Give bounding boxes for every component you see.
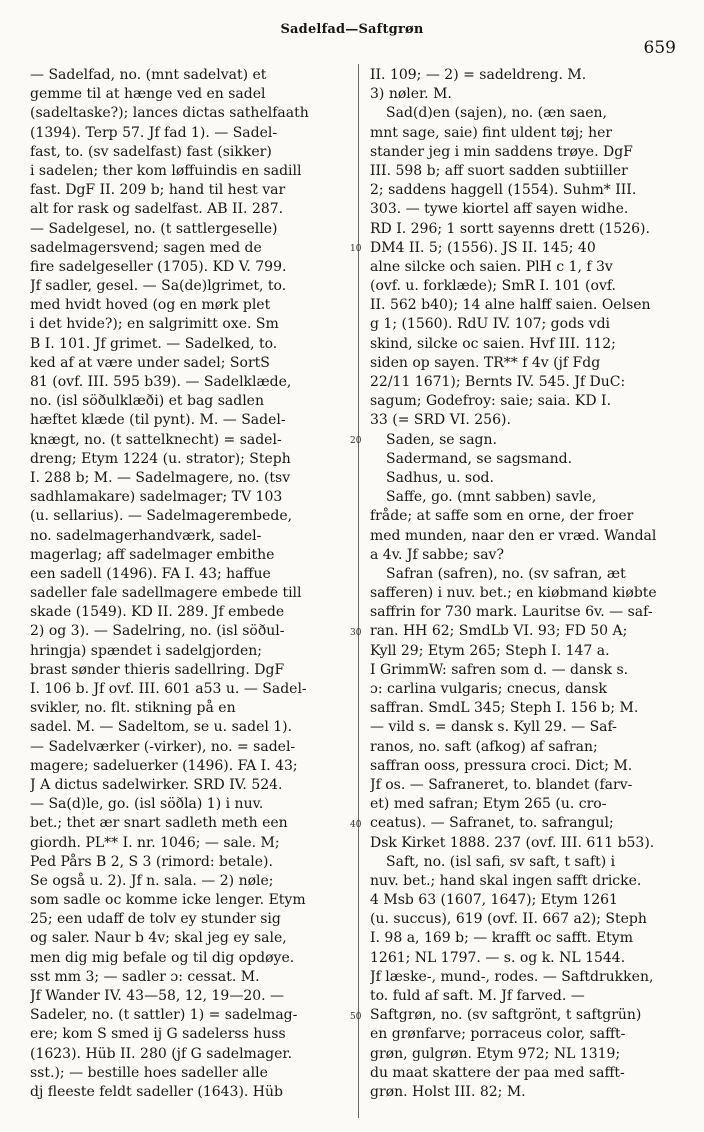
text-line: to. fuld af saft. M. Jf farved. — bbox=[370, 988, 585, 1004]
text-line: DM4 II. 5; (1556). JS II. 145; 40 bbox=[370, 239, 596, 256]
text-line: Sadhus, u. sod. bbox=[386, 469, 494, 486]
text-line: (u. sellarius). — Sadelmagerembede, bbox=[30, 508, 293, 525]
column-divider bbox=[358, 64, 359, 1118]
text-line: mnt sage, saie) fint uldent tøj; her bbox=[370, 124, 613, 141]
text-line: (u. succus), 619 (ovf. II. 667 a2); Steph bbox=[370, 911, 647, 928]
text-line: Sadermand, se sagsmand. bbox=[386, 450, 573, 467]
text-line: du maat skattere der paa med safft- bbox=[370, 1064, 625, 1081]
text-line: a 4v. Jf sabbe; sav? bbox=[370, 546, 504, 563]
text-line: med munden, naar den er vræd. Wandal bbox=[370, 527, 657, 544]
text-line: (1623). Hüb II. 280 (jf G sadelmager. bbox=[30, 1045, 293, 1062]
text-line: alt for rask og sadelfast. AB II. 287. bbox=[30, 201, 284, 218]
text-line: — Sadelfad, no. (mnt sadelvat) et bbox=[30, 67, 267, 83]
text-line: 4 Msb 63 (1607, 1647); Etym 1261 bbox=[370, 892, 618, 909]
text-line: fast, to. (sv sadelfast) fast (sikker) bbox=[30, 143, 272, 160]
line-number-marker: 40 bbox=[350, 819, 362, 830]
line-number-marker: 30 bbox=[350, 627, 362, 638]
text-line: 2) og 3). — Sadelring, no. (isl söðul- bbox=[30, 623, 285, 640]
text-line: sadel. M. — Sadeltom, se u. sadel 1). bbox=[30, 719, 293, 736]
text-line: Jf læske-, mund-, rodes. — Saftdrukken, bbox=[370, 968, 654, 985]
line-number-marker: 10 bbox=[350, 243, 362, 254]
text-line: skade (1549). KD II. 289. Jf embede bbox=[30, 604, 285, 621]
text-line: brast sønder thieris sadellring. DgF bbox=[30, 661, 285, 678]
text-line: dreng; Etym 1224 (u. strator); Steph bbox=[30, 450, 291, 467]
text-line: I. 106 b. Jf ovf. III. 601 a53 u. — Sadel- bbox=[30, 681, 307, 697]
text-line: Sad(d)en (sajen), no. (æn saen, bbox=[386, 105, 608, 122]
text-line: 22/11 1671); Bernts IV. 545. Jf DuC: bbox=[370, 374, 626, 390]
text-line: en grønfarve; porraceus color, safft- bbox=[370, 1026, 626, 1043]
text-line: fråde; at saffe som en orne, der froer bbox=[370, 508, 634, 525]
text-line: 25; een udaff de tolv ey stunder sig bbox=[30, 911, 281, 928]
text-line: g 1; (1560). RdU IV. 107; gods vdi bbox=[370, 316, 611, 333]
text-line: giordh. PL** I. nr. 1046; — sale. M; bbox=[30, 834, 280, 851]
text-line: sadeller fale sadellmagere embede till bbox=[30, 585, 302, 602]
text-line: men dig mig befale og til dig opdøye. bbox=[30, 949, 295, 966]
text-line: Ped Pårs B 2, S 3 (rimord: betale). bbox=[30, 853, 273, 870]
left-column bbox=[30, 66, 352, 1112]
text-line: B I. 101. Jf grimet. — Sadelked, to. bbox=[30, 335, 278, 352]
line-number-marker: 20 bbox=[350, 435, 362, 446]
text-line: — Sadelværker (-virker), no. = sadel- bbox=[30, 738, 296, 755]
text-line: grøn. Holst III. 82; M. bbox=[370, 1083, 526, 1100]
text-line: bet.; thet ær snart sadleth meth een bbox=[30, 815, 288, 832]
text-line: grøn, gulgrøn. Etym 972; NL 1319; bbox=[370, 1045, 621, 1062]
text-line: siden op sayen. TR** f 4v (jf Fdg bbox=[370, 354, 601, 371]
text-line: — Sa(d)le, go. (isl söðla) 1) i nuv. bbox=[30, 796, 264, 813]
text-line: i det hvide?); en salgrimitt oxe. Sm bbox=[30, 316, 279, 333]
text-line: alne silcke och saien. PlH c 1, f 3v bbox=[370, 258, 613, 275]
text-line: svikler, no. flt. stikning på en bbox=[30, 700, 236, 717]
text-line: Jf sadler, gesel. — Sa(de)lgrimet, to. bbox=[30, 278, 287, 295]
text-line: fire sadelgeseller (1705). KD V. 799. bbox=[30, 258, 287, 275]
text-line: Se også u. 2). Jf n. sala. — 2) nøle; bbox=[30, 872, 274, 889]
text-line: (ovf. u. forklæde); SmR I. 101 (ovf. bbox=[370, 278, 616, 295]
running-head: Sadelfad—Saftgrøn bbox=[280, 22, 424, 37]
text-line: sadelmagersvend; sagen med de bbox=[30, 239, 262, 256]
text-line: Saffe, go. (mnt sabben) savle, bbox=[386, 489, 597, 506]
text-line: hringja) spændet i sadelgjorden; bbox=[30, 642, 262, 659]
text-line: I GrimmW: safren som d. — dansk s. bbox=[370, 661, 629, 678]
text-line: 3) nøler. M. bbox=[370, 86, 452, 103]
text-line: saffrin for 730 mark. Lauritse 6v. — saf- bbox=[370, 604, 653, 621]
text-line: sst mm 3; — sadler ɔ: cessat. M. bbox=[30, 968, 260, 985]
text-line: sagum; Godefroy: saie; saia. KD I. bbox=[370, 393, 612, 410]
text-line: I. 288 b; M. — Sadelmagere, no. (tsv bbox=[30, 469, 291, 486]
text-line: nuv. bet.; hand skal ingen safft dricke. bbox=[370, 872, 642, 889]
text-line: 81 (ovf. III. 595 b39). — Sadelklæde, bbox=[30, 374, 292, 390]
right-column bbox=[370, 66, 676, 1112]
text-line: II. 109; — 2) = sadeldreng. M. bbox=[370, 67, 587, 83]
text-line: safferen) i nuv. bet.; en kiøbmand kiøbte bbox=[370, 585, 657, 602]
text-line: 33 (= SRD VI. 256). bbox=[370, 412, 511, 429]
text-line: 2; saddens haggell (1554). Suhm* III. bbox=[370, 182, 637, 199]
page-number: 659 bbox=[643, 38, 676, 58]
text-line: RD I. 296; 1 sortt sayenns drett (1526). bbox=[370, 220, 650, 237]
line-number-marker: 50 bbox=[350, 1011, 362, 1022]
text-line: Saft, no. (isl safi, sv saft, t saft) i bbox=[386, 853, 616, 870]
text-line: Kyll 29; Etym 265; Steph I. 147 a. bbox=[370, 642, 610, 659]
text-line: ranos, no. saft (afkog) af safran; bbox=[370, 738, 598, 755]
text-line: fast. DgF II. 209 b; hand til hest var bbox=[30, 182, 286, 199]
text-line: een sadell (1496). FA I. 43; haffue bbox=[30, 565, 271, 582]
text-line: Dsk Kirket 1888. 237 (ovf. III. 611 b53). bbox=[370, 834, 655, 851]
text-line: gemme til at hænge ved en sadel bbox=[30, 86, 266, 103]
text-line: hæftet klæde (til pynt). M. — Sadel- bbox=[30, 412, 286, 429]
text-line: ɔ: carlina vulgaris; cnecus, dansk bbox=[370, 681, 607, 697]
text-line: ked af at være under sadel; SortS bbox=[30, 354, 270, 371]
text-line: (1394). Terp 57. Jf fad 1). — Sadel- bbox=[30, 124, 278, 141]
text-line: skind, silcke oc saien. Hvf III. 112; bbox=[370, 335, 616, 352]
text-line: sadhlamakare) sadelmager; TV 103 bbox=[30, 489, 283, 506]
text-line: Saftgrøn, no. (sv saftgrönt, t saftgrün) bbox=[370, 1007, 642, 1024]
text-line: no. sadelmagerhandværk, sadel- bbox=[30, 527, 262, 544]
text-line: saffran ooss, pressura croci. Dict; M. bbox=[370, 757, 633, 774]
text-line: J A dictus sadelwirker. SRD IV. 524. bbox=[30, 776, 283, 793]
text-line: knægt, no. (t sattelknecht) = sadel- bbox=[30, 431, 282, 448]
text-line: saffran. SmdL 345; Steph I. 156 b; M. bbox=[370, 700, 639, 717]
text-line: ere; kom S smed ij G sadelerss huss bbox=[30, 1026, 286, 1043]
text-line: 303. — tywe kiortel aff sayen widhe. bbox=[370, 201, 629, 218]
text-line: Sadeler, no. (t sattler) 1) = sadelmag- bbox=[30, 1007, 298, 1024]
text-line: ran. HH 62; SmdLb VI. 93; FD 50 A; bbox=[370, 623, 628, 640]
text-line: med hvidt hoved (og en mørk plet bbox=[30, 297, 271, 314]
text-line: II. 562 b40); 14 alne halff saien. Oelsen bbox=[370, 297, 651, 314]
text-line: i sadelen; ther kom løffuindis en sadill bbox=[30, 162, 302, 179]
text-line: dj fleeste feldt sadeller (1643). Hüb bbox=[30, 1083, 283, 1100]
text-line: og saler. Naur b 4v; skal jeg ey sale, bbox=[30, 930, 287, 947]
text-line: — Sadelgesel, no. (t sattlergeselle) bbox=[30, 220, 278, 237]
text-line: stander jeg i min saddens trøye. DgF bbox=[370, 143, 633, 160]
text-line: som sadle oc komme icke lenger. Etym bbox=[30, 892, 306, 909]
text-line: magere; sadeluerker (1496). FA I. 43; bbox=[30, 757, 298, 774]
text-line: magerlag; aff sadelmager embithe bbox=[30, 546, 275, 563]
text-line: sst.); — bestille hoes sadeller alle bbox=[30, 1064, 268, 1081]
text-line: ceatus). — Safranet, to. safrangul; bbox=[370, 815, 614, 832]
text-line: et) med safran; Etym 265 (u. cro- bbox=[370, 796, 607, 813]
text-line: 1261; NL 1797. — s. og k. NL 1544. bbox=[370, 949, 626, 966]
text-line: I. 98 a, 169 b; — krafft oc safft. Etym bbox=[370, 930, 633, 947]
text-line: III. 598 b; aff suort sadden subtiiller bbox=[370, 162, 628, 179]
text-line: Saden, se sagn. bbox=[386, 431, 497, 448]
text-line: Safran (safren), no. (sv safran, æt bbox=[386, 565, 626, 582]
text-line: — vild s. = dansk s. Kyll 29. — Saf- bbox=[370, 719, 617, 736]
text-line: (sadeltaske?); lances dictas sathelfaath bbox=[30, 105, 309, 122]
text-line: Jf Wander IV. 43—58, 12, 19—20. — bbox=[30, 988, 285, 1004]
text-line: no. (isl söðulklæði) et bag sadlen bbox=[30, 393, 264, 410]
text-line: Jf os. — Safraneret, to. blandet (farv- bbox=[370, 776, 633, 793]
